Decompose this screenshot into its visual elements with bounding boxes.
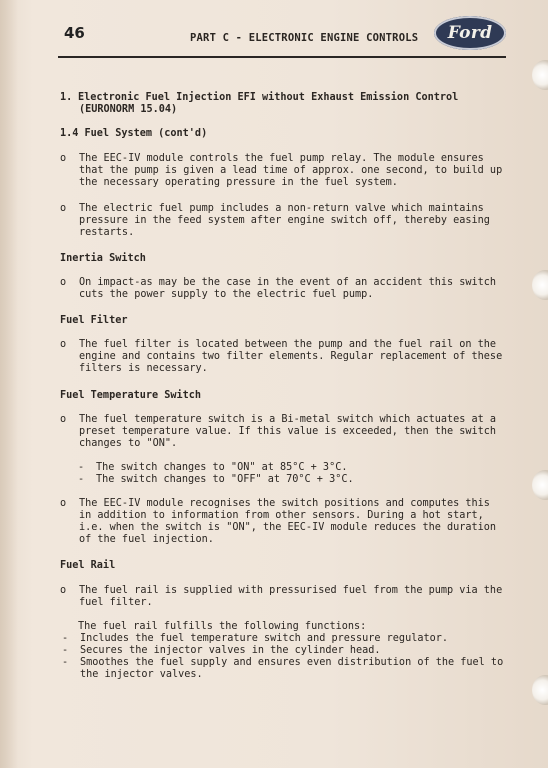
bullet-marker: o bbox=[60, 413, 67, 425]
bullet-marker: o bbox=[60, 339, 67, 351]
page-header bbox=[0, 0, 548, 62]
list-item bbox=[62, 633, 508, 645]
paragraph: On impact-as may be the case in the event of an accident this switch cuts the power supply to the electric fuel pump. bbox=[79, 276, 497, 301]
binder-holes bbox=[518, 0, 548, 768]
ford-logo bbox=[434, 16, 506, 50]
section-number: 1. bbox=[60, 92, 73, 103]
bullet-marker: o bbox=[60, 202, 67, 214]
ford-logo-text: Ford bbox=[447, 23, 493, 43]
bullet-marker: o bbox=[60, 584, 67, 596]
paragraph: The fuel filter is located between the pump and the fuel rail on the engine and contains two filter elements. Regular replacement of these filters is necessary. bbox=[79, 339, 503, 375]
dash-list bbox=[60, 633, 508, 681]
section-title bbox=[60, 92, 508, 116]
page-number: 46 bbox=[64, 24, 85, 42]
dash-item-text: Smoothes the fuel supply and ensures even distribution of the fuel to the injector valves. bbox=[80, 657, 504, 681]
list-item bbox=[78, 474, 508, 486]
binder-hole bbox=[532, 675, 548, 705]
dash-item-text: The switch changes to "ON" at 85°C + 3°C. bbox=[96, 461, 348, 473]
dash-marker: - bbox=[62, 657, 69, 668]
list-item bbox=[62, 645, 508, 657]
paragraph: The EEC-IV module controls the fuel pump relay. The module ensures that the pump is given a lead time of approx. one second, to build up the necessary operating pressure in the fuel system. bbox=[79, 153, 503, 189]
binder-hole bbox=[532, 470, 548, 500]
dash-marker: - bbox=[62, 644, 69, 656]
header-rule bbox=[58, 56, 506, 58]
list-item bbox=[62, 657, 508, 681]
paragraph: The fuel temperature switch is a Bi-metal switch which actuates at a preset temperature value. If this value is exceeded, then the switch changes to "ON". bbox=[79, 413, 497, 449]
dash-list bbox=[60, 462, 508, 486]
paragraph: The EEC-IV module recognises the switch positions and computes this in addition to information from other sensors. During a hot start, i.e. when the switch is "ON", the EEC-IV module reduces the duration of the fuel injection. bbox=[79, 498, 497, 546]
dash-item-text: The switch changes to "OFF" at 70°C + 3°C. bbox=[96, 473, 354, 485]
heading-fuel-rail: Fuel Rail bbox=[60, 560, 116, 572]
dash-marker: - bbox=[62, 632, 69, 644]
section-title-line2: (EURONORM 15.04) bbox=[79, 104, 178, 116]
dash-item-text: Includes the fuel temperature switch and pressure regulator. bbox=[80, 632, 449, 644]
heading-fuel-filter: Fuel Filter bbox=[60, 315, 128, 327]
bullet-marker: o bbox=[60, 153, 67, 165]
binder-hole bbox=[532, 270, 548, 300]
list-item bbox=[60, 203, 508, 239]
list-item bbox=[60, 339, 508, 375]
bullet-marker: o bbox=[60, 498, 67, 510]
heading-inertia-switch: Inertia Switch bbox=[60, 252, 146, 264]
header-title: PART C - ELECTRONIC ENGINE CONTROLS bbox=[190, 32, 419, 44]
paragraph: The fuel rail fulfills the following functions: bbox=[78, 620, 367, 632]
heading-fuel-temperature-switch: Fuel Temperature Switch bbox=[60, 389, 202, 401]
bullet-marker: o bbox=[60, 276, 67, 288]
list-item bbox=[60, 585, 508, 609]
list-item bbox=[60, 498, 508, 546]
list-item bbox=[60, 277, 508, 301]
dash-marker: - bbox=[78, 461, 85, 473]
list-item bbox=[60, 153, 508, 189]
list-item bbox=[78, 462, 508, 474]
section-title-line1: Electronic Fuel Injection EFI without Exhaust Emission Control bbox=[78, 92, 459, 103]
dash-item-text: Secures the injector valves in the cylinder head. bbox=[80, 644, 381, 656]
page-edge-shadow bbox=[0, 0, 18, 768]
binder-hole bbox=[532, 60, 548, 90]
paragraph: The fuel rail is supplied with pressurised fuel from the pump via the fuel filter. bbox=[79, 584, 503, 608]
list-item bbox=[60, 414, 508, 450]
page-content bbox=[60, 92, 508, 681]
subsection-title: 1.4 Fuel System (cont'd) bbox=[60, 128, 208, 140]
paragraph: The electric fuel pump includes a non-return valve which maintains pressure in the feed system after engine switch off, thereby easing restarts. bbox=[79, 202, 490, 238]
dash-marker: - bbox=[78, 473, 85, 485]
